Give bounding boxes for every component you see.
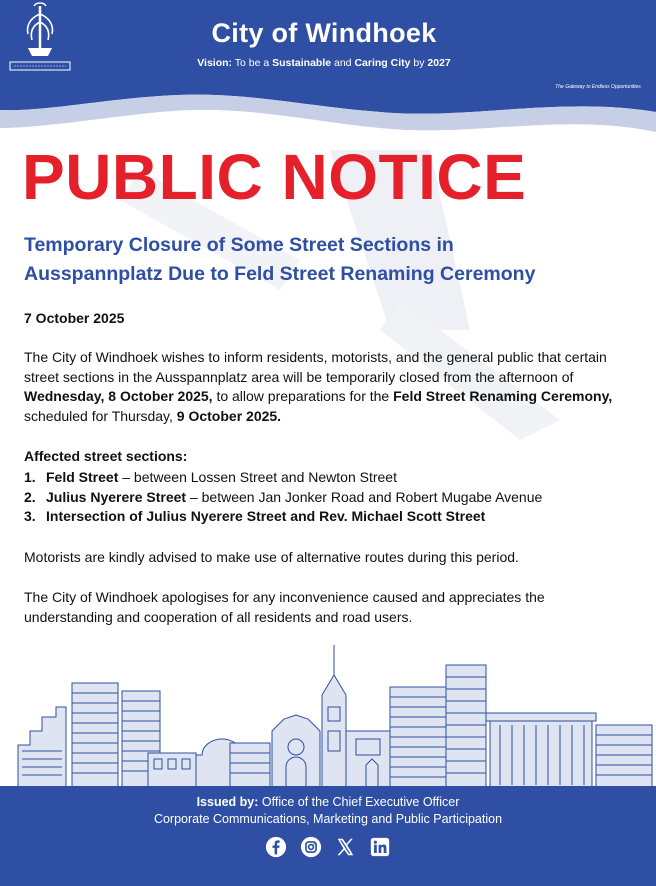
intro-text-2: to allow preparations for the — [216, 388, 390, 404]
affected-sections-list — [24, 468, 644, 527]
x-icon[interactable] — [334, 836, 356, 858]
vision-text-a: To be a — [234, 57, 270, 69]
city-logo-icon — [0, 0, 80, 86]
logo-tagline: The Gateway to Endless Opportunities — [555, 84, 641, 90]
city-title: City of Windhoek — [211, 18, 437, 48]
notice-subtitle — [24, 231, 644, 289]
vision-label: Vision: — [197, 57, 233, 69]
notice-date: 7 October 2025 — [24, 310, 125, 326]
list-item — [24, 468, 644, 488]
street-name: Feld Street — [46, 469, 119, 485]
instagram-icon[interactable] — [300, 836, 322, 858]
linkedin-icon[interactable] — [369, 836, 391, 858]
vision-text-f: 2027 — [427, 57, 451, 69]
facebook-icon[interactable] — [265, 836, 287, 858]
city-skyline-illustration — [0, 635, 656, 787]
intro-event-date: 9 October 2025. — [176, 407, 282, 424]
intro-paragraph — [24, 348, 634, 426]
street-name: Julius Nyerere Street — [46, 488, 187, 505]
issued-label: Issued by: — [196, 795, 259, 809]
vision-statement — [0, 57, 648, 69]
issued-by — [0, 794, 656, 828]
street-detail: – between Lossen Street and Newton Street — [122, 469, 397, 485]
subtitle-line-1: Temporary Closure of Some Street Sections in — [24, 234, 454, 256]
subtitle-line-2: Ausspannplatz Due to Feld Street Renaming Ceremony — [24, 263, 536, 285]
list-number: 1. — [24, 469, 36, 485]
list-item — [24, 488, 644, 508]
intro-text-3: scheduled for Thursday, — [24, 407, 173, 424]
header-banner — [0, 0, 656, 150]
vision-text-d: Caring City — [354, 57, 411, 69]
list-number: 2. — [24, 488, 36, 505]
footer-banner — [0, 786, 656, 886]
issued-office: Office of the Chief Executive Officer — [261, 795, 460, 809]
vision-text-c: and — [334, 57, 352, 69]
list-number: 3. — [24, 508, 36, 524]
advice-paragraph: Motorists are kindly advised to make use of alternative routes during this period. — [24, 549, 519, 565]
intro-closure-date: Wednesday, 8 October 2025, — [24, 388, 213, 404]
street-detail: – between Jan Jonker Road and Robert Mugabe Avenue — [189, 488, 543, 505]
affected-heading: Affected street sections: — [24, 448, 188, 464]
intro-event-name: Feld Street Renaming Ceremony, — [393, 388, 613, 404]
vision-text-e: by — [413, 57, 425, 69]
intro-text-1: The City of Windhoek wishes to inform residents, motorists, and the general public that certain street sections in the Ausspannplatz area will be temporarily closed from the afternoon of — [24, 349, 607, 385]
list-item — [24, 507, 644, 527]
street-name: Intersection of Julius Nyerere Street and Rev. Michael Scott Street — [46, 508, 486, 524]
social-icons — [0, 836, 656, 858]
issued-department: Corporate Communications, Marketing and Public Participation — [153, 812, 503, 826]
vision-text-b: Sustainable — [272, 57, 332, 69]
apology-paragraph: The City of Windhoek apologises for any inconvenience caused and appreciates the understanding and cooperation of all residents and road users. — [24, 589, 545, 625]
public-notice-heading: PUBLIC NOTICE — [22, 141, 527, 213]
